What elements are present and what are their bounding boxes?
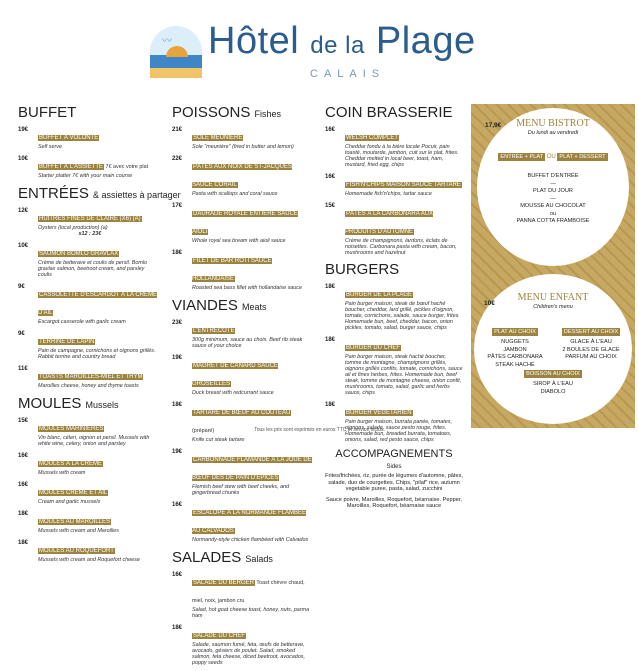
menu-item	[325, 336, 463, 396]
item-name: SALADE DU CHEF	[193, 633, 246, 639]
menu-item	[18, 481, 158, 505]
item-desc: Pain burger maison, burrata panée, tomates, oignons, salade, sauce pesto rouge, frites. Homemade bun, breaded burrata, tomatoes, onions, salad, red pesto sauce, chips	[345, 419, 452, 443]
item-desc: Vin blanc, céleri, oignon et persil. Mussels with white wine, celery, onion and parsley	[38, 435, 150, 447]
menu-item	[18, 207, 158, 237]
menu-line: JAMBON	[503, 346, 527, 353]
item-name: PÂTES AUX NOIX DE ST-JACQUES SAUCE CORAIL	[192, 164, 293, 188]
menu-line: PANNA COTTA FRAMBOISE	[516, 218, 590, 224]
item-price: 18€	[172, 250, 183, 256]
section-viandes-title: VIANDES Meats	[172, 297, 267, 314]
item-name: BUFFET À L'ASSIETTE	[39, 164, 104, 170]
item-price: 12€	[18, 208, 29, 214]
menu-item	[18, 365, 158, 389]
item-desc: Crème de betterave et coulis de persil. Bomlo gravlax salmon, beetroot cream, and parsley coulis	[38, 260, 148, 278]
menu-item	[172, 249, 314, 291]
item-name: SAUMON BOMLO GRAVLAX	[39, 251, 119, 257]
item-price: 16€	[18, 453, 29, 459]
item-desc: Sole "meunière" (fried in butter and lemon)	[192, 144, 294, 150]
menu-item	[172, 354, 314, 396]
kids-boissons: BOISSON AU CHOIX SIROP À L'EAU DIABOLO	[474, 362, 632, 395]
item-price: 17€	[172, 203, 183, 209]
item-name: SOLE MEUNIÈRE	[193, 135, 243, 141]
item-tag: Toast chèvre chaud, miel, noix, jambon cru	[192, 580, 305, 604]
logo-icon: 〰	[150, 26, 202, 78]
item-desc: Escargot casserole with garlic cream	[38, 319, 126, 325]
menu-item	[172, 401, 314, 443]
item-price: 18€	[325, 402, 336, 408]
item-name: MOULES AU MAROILLES	[39, 519, 111, 525]
item-price: 16€	[325, 127, 336, 133]
item-price: 19€	[172, 449, 183, 455]
item-desc: Salade, saumon fumé, feta, œufs de betterave, avocado, gésiers de poulet. Salad, smoked salmon, feta cheese, diced beetroot, avocados, poppy seeds	[192, 642, 305, 666]
item-price: 10€	[18, 156, 29, 162]
menu-line: GLACE À L'EAU	[570, 339, 612, 345]
item-price: 10€	[18, 243, 29, 249]
item-price: 16€	[172, 572, 183, 578]
item-name: FILET DE BAR RÔTI SAUCE HOLLANDAISE	[192, 258, 272, 282]
item-desc: Mussels with cream	[38, 470, 86, 476]
item-name: MAGRET DE CANARD SAUCE GROSEILLES	[192, 363, 278, 387]
item-desc: 300g minimum, sauce au choix. Beef rib steak sauce of your choice	[192, 337, 303, 349]
menu-line: —	[550, 180, 556, 187]
menu-item	[18, 155, 158, 179]
menu-line: MOUSSE AU CHOCOLAT	[520, 203, 586, 209]
item-name: HUÎTRES FINES DE CLAIRE (X6) (A)	[39, 216, 141, 222]
item-price: 18€	[325, 337, 336, 343]
menu-item	[172, 571, 314, 619]
item-price: 16€	[18, 482, 29, 488]
item-desc: Salad, hot goat cheese toast, honey, nuts, parma ham	[192, 607, 310, 619]
section-burgers	[325, 283, 463, 443]
item-tag: (préparé)	[192, 428, 215, 434]
section-buffet	[18, 126, 158, 179]
section-brasserie-title: COIN BRASSERIE	[325, 104, 453, 121]
menu-item	[18, 452, 158, 476]
kids-plats: PLAT AU CHOIX NUGGETS JAMBON PÂTES CARBONARA STEAK HACHÉ	[480, 320, 550, 368]
item-name: BURGER DU CHEF	[346, 345, 401, 351]
item-desc: Cheddar fondu à la bière locale Pocuir, pain toasté, moutarde, jambon, cuit sur le plat, frites. Cheddar melted in local beer, toast, ham, mustard, fried egg, chips	[345, 144, 459, 168]
item-price: 23€	[172, 320, 183, 326]
menu-line: NUGGETS	[501, 339, 529, 345]
section-salades	[172, 571, 314, 666]
section-moules	[18, 417, 158, 563]
item-desc: Duck breast with redcurrant sauce	[192, 390, 274, 396]
item-name: DAURADE ROYALE ENTIÈRE SAUCE AIOLI	[192, 211, 298, 235]
menu-item	[18, 283, 158, 325]
item-desc: Roasted sea bass fillet with hollandaise sauce	[192, 285, 302, 291]
menu-line: BUFFET D'ENTRÉE	[527, 173, 579, 179]
item-desc: Knife cut steak tartare	[192, 437, 245, 443]
item-desc: Self serve	[38, 144, 62, 150]
item-desc: Starter platter 7€ with your main course	[38, 173, 133, 179]
item-desc: Pain burger maison, steak haché boucher, tomme de montagne, champignons grillés, oignons grillés confits, tomate, cornichons, sauce ail et fines herbes, frites. Homemade bun, beef steak, tomme de montagne cheese, onion confit, mushrooms, tomato, salad, garlic and herbs sauce, chips	[345, 354, 463, 396]
item-desc: Mussels with cream and Maroilles	[38, 528, 119, 534]
item-price: 15€	[18, 418, 29, 424]
bistro-lines	[477, 172, 629, 225]
item-desc: Normandy-style chicken flambéed with Calvados	[192, 537, 309, 543]
item-desc: Maroilles cheese, honey and thyme toasts	[38, 383, 139, 389]
item-price: 11€	[18, 366, 28, 372]
kids-desserts: DESSERT AU CHOIX GLACE À L'EAU 2 BOULES DE GLACE PARFUM AU CHOIX	[554, 320, 628, 361]
item-desc: Pasta with scallops and coral sauce	[192, 191, 278, 197]
item-price: 18€	[325, 284, 336, 290]
item-name: BURGER DE LA PLAGE	[346, 292, 413, 298]
item-desc: Pain burger maison, steak de bœuf haché boucher, cheddar, lard grillé, pickles d'oignon, tomate, cornichons, salade, sauce burger, frites. Homemade bun, beef, cheddar, bacon, onion pickles, tomato, salad, burger sauce, chips	[345, 301, 460, 331]
item-name: CARBONNADE FLAMANDE À LA JOUE DE BŒUF DES DE PAIN D'ÉPICES	[192, 457, 312, 481]
menu-item	[18, 330, 158, 360]
accomp-sauces: Sauce poivre, Maroilles, Roquefort, béarnaise. Pepper, Maroilles, Roquefort, béarnaise sauce	[326, 496, 462, 509]
accomp-title: ACCOMPAGNEMENTS	[335, 448, 453, 460]
item-desc: Flemish beef stew with beef cheeks, and gingerbread chunks	[192, 484, 290, 496]
menu-item	[172, 448, 314, 496]
bistro-subtitle: Du lundi au vendredi	[527, 130, 579, 136]
brand-city: CALAIS	[310, 68, 386, 80]
menu-item	[325, 283, 463, 331]
item-price: 18€	[18, 540, 29, 546]
menu-item	[18, 126, 158, 150]
accomp-subtitle: Sides	[386, 464, 402, 470]
item-name: MOULES MARINIÈRES	[39, 426, 104, 432]
bistro-options: ENTRÉE + PLAT OU PLAT + DESSERT	[500, 154, 606, 160]
kids-subtitle: Children's menu	[533, 304, 573, 310]
item-extra: x12 : 23€	[78, 231, 102, 237]
bistro-price: 17,9€	[485, 122, 502, 129]
section-buffet-title: BUFFET	[18, 104, 77, 121]
item-price: 18€	[172, 402, 183, 408]
menu-line: PÂTES CARBONARA	[487, 354, 543, 360]
item-price: 16€	[172, 502, 183, 508]
item-price: 15€	[325, 203, 336, 209]
menu-item	[18, 539, 158, 563]
item-desc: Crème de champignons, lardons, éclats de noisettes. Carbonara pasta with cream, bacon, mushrooms and hazelnut	[345, 238, 457, 256]
menu-item	[325, 202, 463, 256]
item-name: BURGER VÉGÉTARIEN	[346, 410, 412, 416]
menu-item	[18, 510, 158, 534]
item-desc: Mussels with cream and Roquefort cheese	[38, 557, 140, 563]
item-desc: Pain de campagne, cornichons et oignons grillés. Rabbit terrine and country bread	[38, 348, 156, 360]
bistro-menu	[477, 108, 629, 266]
menu-line: 2 BOULES DE GLACE	[562, 346, 620, 353]
menu-item	[325, 401, 463, 443]
col-2	[172, 104, 314, 671]
item-price: 19€	[172, 355, 183, 361]
bistro-title: MENU BISTROT	[516, 118, 590, 129]
kids-price: 10€	[484, 300, 495, 307]
item-desc: Oysters (local production) (a)	[38, 225, 108, 231]
section-entrees	[18, 207, 158, 389]
section-poissons-title: POISSONS Fishes	[172, 104, 282, 121]
item-price: 16€	[325, 174, 336, 180]
kids-title: MENU ENFANT	[517, 292, 589, 303]
item-name: MOULES AU ROQUEFORT	[39, 548, 114, 554]
item-name: L'ENTRECÔTE	[193, 328, 235, 334]
menu-line: PARFUM AU CHOIX	[565, 354, 617, 360]
item-name: TERRINE DE LAPIN	[39, 339, 95, 345]
header	[150, 20, 476, 88]
menu-line: ou	[549, 210, 557, 217]
item-name: FISH'N'CHIPS MAISON SAUCE TARTARE	[346, 182, 461, 188]
item-name: CASSOLETTE D'ESCARGOT À LA CRÈME D'AIL	[38, 292, 158, 316]
item-name: MOULES À LA CRÈME	[39, 461, 103, 467]
item-desc: Whole royal sea bream with aioli sauce	[192, 238, 286, 244]
section-moules-title: MOULES Mussels	[18, 395, 119, 412]
menu-item	[172, 126, 314, 150]
item-price: 9€	[18, 331, 25, 337]
item-desc: Homemade fish'n'chips, tartar sauce	[345, 191, 432, 197]
item-price: 22€	[172, 156, 183, 162]
menu-line: SIROP À L'EAU	[533, 381, 573, 387]
menu-item	[325, 173, 463, 197]
item-desc: Cream and garlic mussels	[38, 499, 101, 505]
item-price: 18€	[18, 511, 29, 517]
section-entrees-title: ENTRÉES & assiettes à partager	[18, 185, 181, 202]
menu-item	[325, 126, 463, 168]
menu-line: DIABOLO	[540, 388, 566, 395]
menu-item	[172, 501, 314, 543]
item-price: 18€	[172, 625, 183, 631]
menu-line: —	[550, 195, 556, 202]
item-price: 19€	[18, 127, 29, 133]
menu-item	[172, 202, 314, 244]
section-burgers-title: BURGERS	[325, 261, 400, 278]
item-name: TARTARE DE BŒUF AU COUTEAU	[193, 410, 291, 416]
item-name: PÂTES À LA CARBONARA AUX PRODUITS D'AUTOMNE	[345, 211, 434, 235]
menu-item	[172, 319, 314, 349]
section-brasserie	[325, 126, 463, 256]
item-name: ESCALOPE À LA NORMANDE FLAMBÉE AU CALVADOS	[192, 510, 307, 534]
item-name: BUFFET À VOLONTÉ	[39, 135, 99, 141]
item-name: SALADE DU BERGER	[193, 580, 255, 586]
menus-panel	[471, 104, 635, 428]
brand-title: Hôtel de la Plage	[208, 20, 476, 62]
col-3	[325, 104, 463, 510]
section-accompagnements	[325, 448, 463, 510]
menu-item	[172, 624, 314, 666]
menu-item	[172, 155, 314, 197]
footer-note: Tous les prix sont exprimés en euros TTC et service inclus.	[254, 427, 385, 433]
section-poissons	[172, 126, 314, 291]
item-name: WELSH COMPLET	[346, 135, 399, 141]
item-name: TOASTS MAROILLES-MIEL ET THYM	[39, 374, 143, 380]
accomp-sides: Frites/frichées, riz, purée de légumes d'automne, pâtes, salade, duo de courgettes. Chips, "pilaf" rice, autumn vegetable puree, pasta, salad, zucchini	[325, 473, 463, 492]
menu-line: STEAK HACHÉ	[495, 361, 535, 368]
item-price: 9€	[18, 284, 25, 290]
item-tag: 7€ avec votre plat	[104, 164, 149, 170]
item-price: 21€	[172, 127, 183, 133]
menu-item	[18, 242, 158, 278]
item-name: MOULES CRÈME ET AIL	[39, 490, 108, 496]
menu-line: PLAT DU JOUR	[533, 188, 573, 194]
section-salades-title: SALADES Salads	[172, 549, 273, 566]
kids-menu	[474, 274, 632, 424]
